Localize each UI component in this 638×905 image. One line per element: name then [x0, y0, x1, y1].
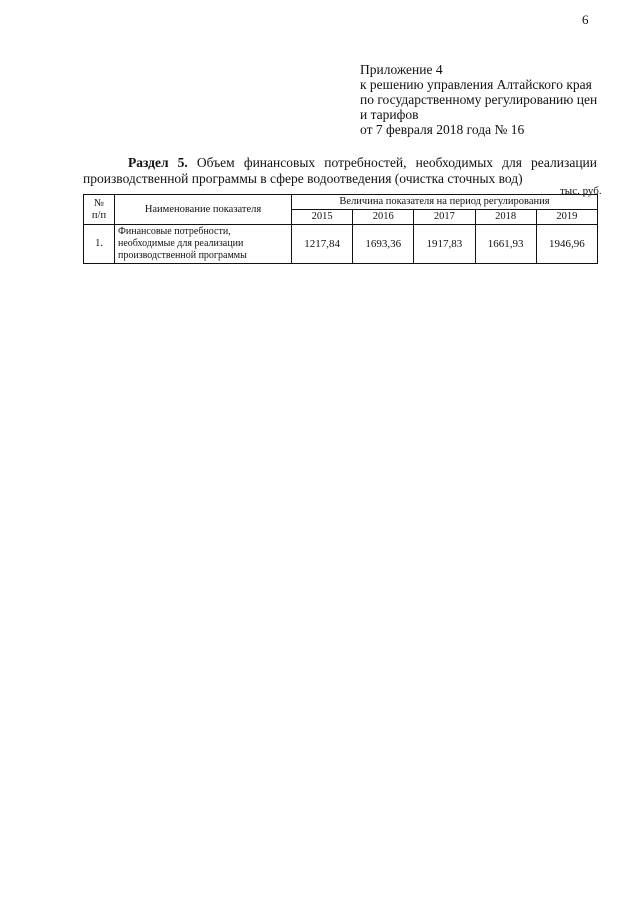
table-row — [84, 225, 598, 264]
appendix-header — [360, 62, 597, 137]
section-label: Раздел 5. — [128, 155, 188, 170]
row-indicator-name: Финансовые потребности, необходимые для реализации производственной программы — [115, 225, 292, 264]
row-value: 1693,36 — [353, 225, 414, 264]
appendix-line-2: к решению управления Алтайского края — [360, 77, 592, 92]
header-number — [84, 195, 115, 225]
header-year: 2019 — [536, 210, 597, 225]
row-value: 1946,96 — [536, 225, 597, 264]
appendix-line-5: от 7 февраля 2018 года № 16 — [360, 122, 525, 137]
section-title: Объем финансовых потребностей, необходимых для реализации производственной программы в сфере водоотведения (очистка сточных вод) — [83, 155, 598, 186]
row-value: 1217,84 — [292, 225, 353, 264]
header-year: 2017 — [414, 210, 475, 225]
financial-needs-table — [83, 194, 598, 264]
appendix-line-4: и тарифов — [360, 107, 419, 122]
header-period-group: Величина показателя на период регулирования — [292, 195, 598, 210]
header-indicator-name: Наименование показателя — [115, 195, 292, 225]
header-year: 2016 — [353, 210, 414, 225]
section-heading — [83, 155, 597, 187]
appendix-line-1: Приложение 4 — [360, 62, 443, 77]
header-number-line1: № — [93, 197, 105, 209]
header-year: 2015 — [292, 210, 353, 225]
header-year: 2018 — [475, 210, 536, 225]
row-number: 1. — [84, 225, 115, 264]
page-number: 6 — [582, 12, 589, 27]
header-number-line2: п/п — [91, 209, 107, 221]
row-value: 1917,83 — [414, 225, 475, 264]
row-value: 1661,93 — [475, 225, 536, 264]
units-note: тыс. руб. — [560, 185, 602, 197]
appendix-line-3: по государственному регулированию цен — [360, 92, 598, 107]
table-header-row — [84, 195, 598, 210]
